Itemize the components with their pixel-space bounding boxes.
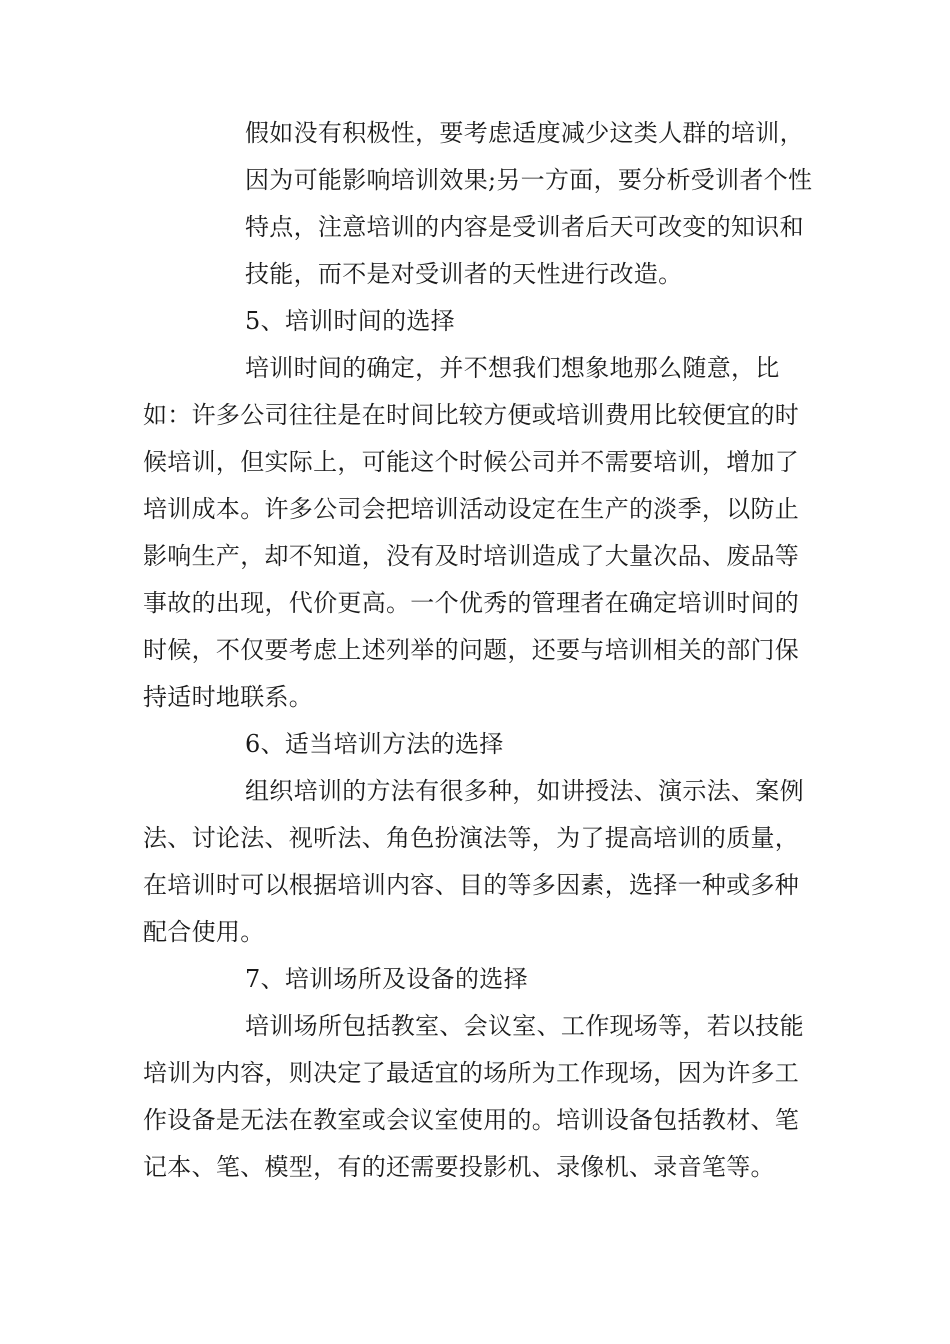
section-heading-6: 6、适当培训方法的选择 <box>245 730 504 758</box>
text-line: 事故的出现，代价更高。一个优秀的管理者在确定培训时间的 <box>143 589 800 617</box>
text-line: 假如没有积极性，要考虑适度减少这类人群的培训， <box>245 119 804 147</box>
text-line: 因为可能影响培训效果;另一方面，要分析受训者个性 <box>245 166 813 194</box>
text-line: 培训为内容，则决定了最适宜的场所为工作现场，因为许多工 <box>143 1059 800 1087</box>
text-line: 记本、笔、模型，有的还需要投影机、录像机、录音笔等。 <box>143 1153 775 1181</box>
text-line: 在培训时可以根据培训内容、目的等多因素，选择一种或多种 <box>143 871 800 899</box>
text-line: 法、讨论法、视听法、角色扮演法等，为了提高培训的质量， <box>143 824 800 852</box>
text-line: 组织培训的方法有很多种，如讲授法、演示法、案例 <box>245 777 804 805</box>
text-line: 培训时间的确定，并不想我们想象地那么随意，比 <box>245 354 780 382</box>
text-line: 特点，注意培训的内容是受训者后天可改变的知识和 <box>245 213 804 241</box>
section-heading-7: 7、培训场所及设备的选择 <box>245 965 528 993</box>
text-line: 配合使用。 <box>143 918 265 946</box>
text-line: 作设备是无法在教室或会议室使用的。培训设备包括教材、笔 <box>143 1106 800 1134</box>
text-line: 如：许多公司往往是在时间比较方便或培训费用比较便宜的时 <box>143 401 800 429</box>
text-line: 培训场所包括教室、会议室、工作现场等，若以技能 <box>245 1012 804 1040</box>
section-heading-5: 5、培训时间的选择 <box>245 307 455 335</box>
text-line: 持适时地联系。 <box>143 683 314 711</box>
text-line: 技能，而不是对受训者的天性进行改造。 <box>245 260 683 288</box>
text-line: 候培训，但实际上，可能这个时候公司并不需要培训，增加了 <box>143 448 800 476</box>
text-line: 时候，不仅要考虑上述列举的问题，还要与培训相关的部门保 <box>143 636 800 664</box>
text-line: 培训成本。许多公司会把培训活动设定在生产的淡季，以防止 <box>143 495 800 523</box>
text-line: 影响生产，却不知道，没有及时培训造成了大量次品、废品等 <box>143 542 800 570</box>
body-text <box>143 110 823 1191</box>
